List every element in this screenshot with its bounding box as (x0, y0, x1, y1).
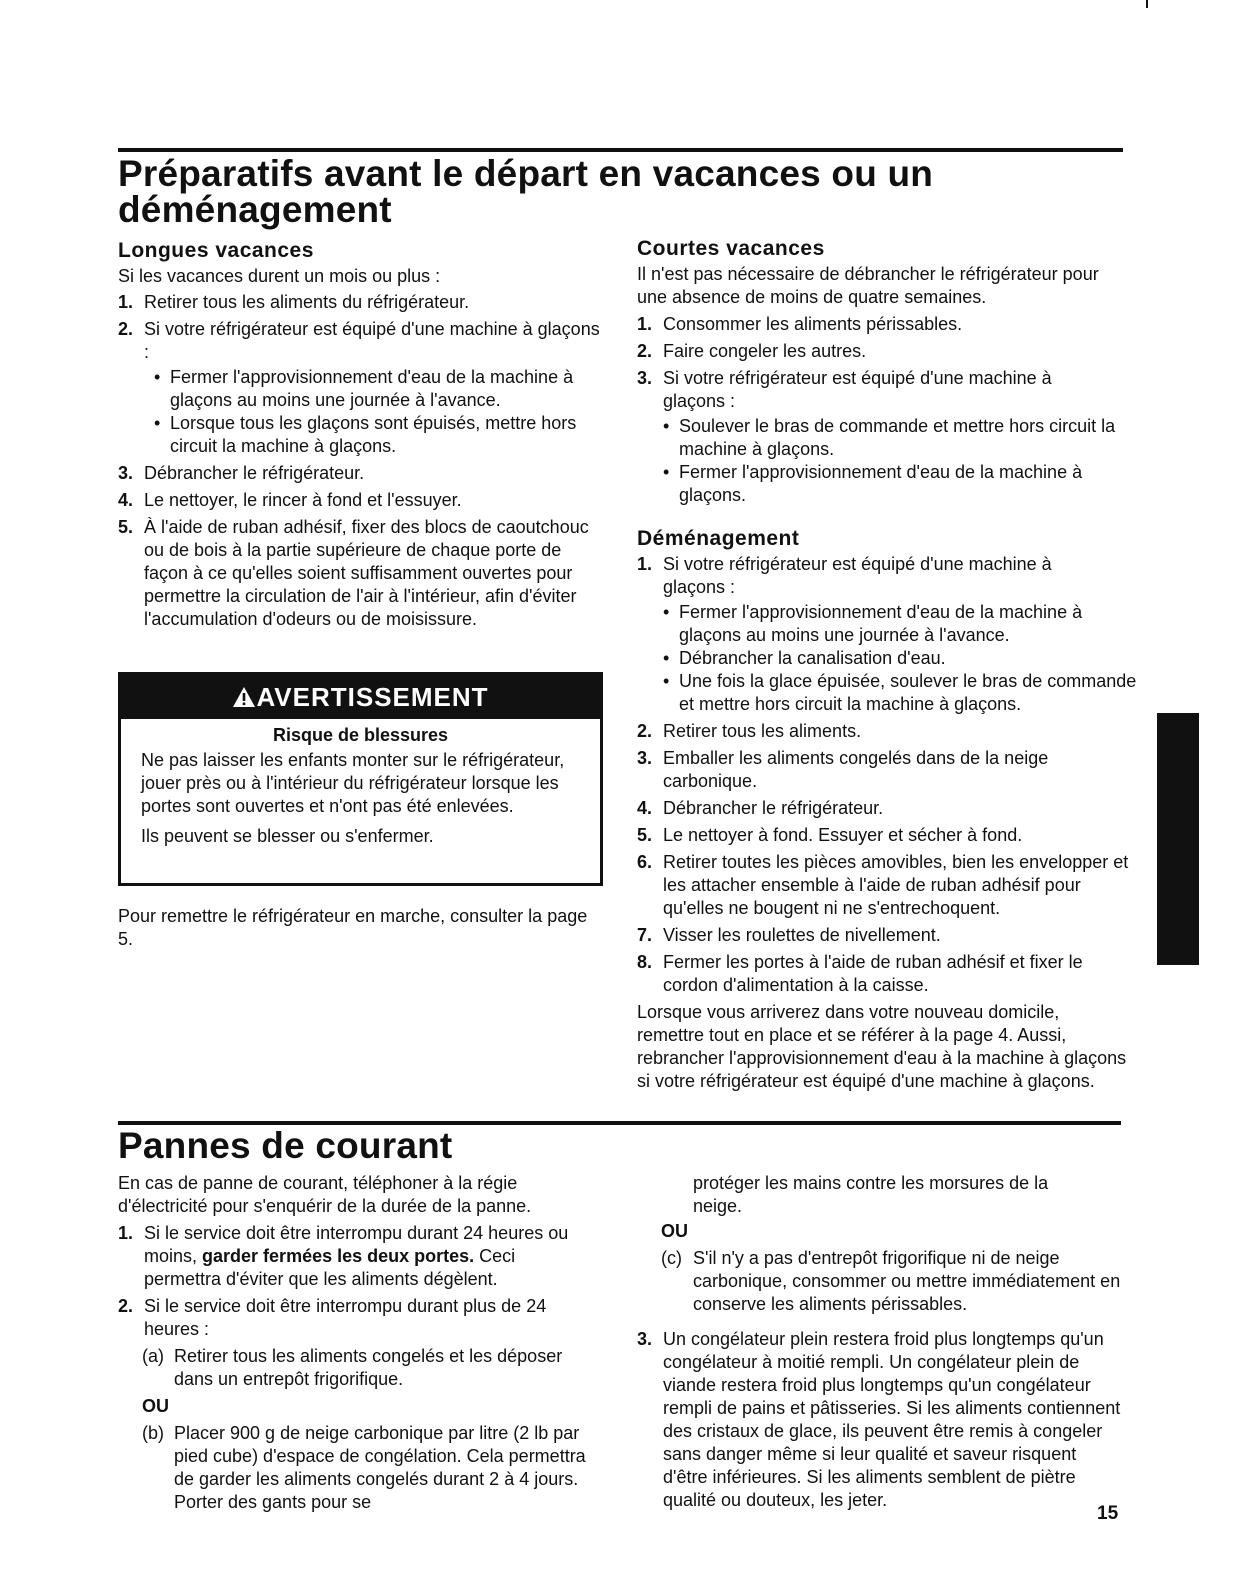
list-item: 5. À l'aide de ruban adhésif, fixer des blocs de caoutchouc ou de bois à la partie supérieure de chaque porte de façon à ce qu'elles soient suffisamment ouvertes pour permettre la circulation de l'air à l'intérieur, afin d'éviter l'accumulation d'odeurs ou de moisissure. (118, 517, 589, 629)
sub-item-a: (a) Retirer tous les aliments congelés et les déposer dans un entrepôt frigorifique. (142, 1346, 563, 1389)
list-item: 5. Le nettoyer à fond. Essuyer et sécher à fond. (637, 825, 1023, 845)
list-item: 1. Consommer les aliments périssables. (637, 314, 963, 334)
list-item: 3. Si votre réfrigérateur est équipé d'une machine à glaçons : (637, 368, 1052, 411)
pannes-sub-c (637, 1247, 1122, 1316)
ou-label: OU (661, 1221, 688, 1241)
courtes-vacances-section (637, 237, 1142, 1093)
warning-triangle-icon (232, 686, 256, 708)
bullet-item: • Fermer l'approvisionnement d'eau de la machine à glaçons au moins une journée à l'avance. (663, 602, 1083, 645)
list-item: 3. Un congélateur plein restera froid plus longtemps qu'un congélateur à moitié rempli. Un congélateur plein de viande restera froid plus longtemps qu'un congélateur rempli de pains et pâtisseries. Si les aliments contiennent des cristaux de glace, ils peuvent être remis à congeler sans danger même si leur qualité et saveur risquent d'être inférieures. Si les aliments semblent de piètre qualité ou douteux, les jeter. (637, 1329, 1121, 1510)
page-number: 15 (1097, 1503, 1119, 1524)
bullet-item: • Une fois la glace épuisée, soulever le bras de commande et mettre hors circuit la machine à glaçons. (663, 671, 1137, 714)
pannes-right-column (637, 1172, 1122, 1512)
courtes-intro: Il n'est pas nécessaire de débrancher le réfrigérateur pour une absence de moins de quatre semaines. (637, 264, 1099, 307)
sub-item-c: (c) S'il n'y a pas d'entrepôt frigorifique ni de neige carbonique, consommer ou mettre immédiatement en conserve les aliments périssables. (661, 1248, 1121, 1314)
sub-item-b-continued: protéger les mains contre les morsures de la neige. (693, 1173, 1049, 1216)
longues-intro: Si les vacances durent un mois ou plus : (118, 266, 441, 286)
list-item: 4. Le nettoyer, le rincer à fond et l'essuyer. (118, 490, 462, 510)
bullet-item: • Débrancher la canalisation d'eau. (663, 648, 946, 668)
courtes-vacances-heading: Courtes vacances (637, 237, 825, 260)
longues-bullets (118, 366, 603, 458)
list-item: 2. Retirer tous les aliments. (637, 721, 862, 741)
pannes-intro: En cas de panne de courant, téléphoner à la régie d'électricité pour s'enquérir de la durée de la panne. (118, 1173, 532, 1216)
list-item: 6. Retirer toutes les pièces amovibles, bien les envelopper et les attacher ensemble à l'aide de ruban adhésif pour qu'elles ne bougent ni ne s'entrechoquent. (637, 852, 1129, 918)
list-item: 8. Fermer les portes à l'aide de ruban adhésif et fixer le cordon d'alimentation à la caisse. (637, 952, 1083, 995)
bullet-item: • Fermer l'approvisionnement d'eau de la machine à glaçons au moins une journée à l'avance. (154, 367, 574, 410)
list-item: 4. Débrancher le réfrigérateur. (637, 798, 884, 818)
warning-header (121, 675, 600, 719)
list-item: 2. Faire congeler les autres. (637, 341, 867, 361)
bullet-item: • Soulever le bras de commande et mettre hors circuit la machine à glaçons. (663, 416, 1116, 459)
demenagement-heading: Déménagement (637, 527, 800, 550)
top-rule (118, 148, 1123, 152)
list-item: 1. Si votre réfrigérateur est équipé d'une machine à glaçons : (637, 554, 1052, 597)
section-title-preparatifs: Préparatifs avant le départ en vacances ou un déménagement (118, 153, 934, 230)
warning-subtitle: Risque de blessures (272, 725, 449, 745)
list-item: 1. Retirer tous les aliments du réfrigérateur. (118, 292, 470, 312)
longues-vacances-section (118, 239, 603, 631)
list-item: 2. Si votre réfrigérateur est équipé d'une machine à glaçons : (118, 319, 600, 362)
sub-item-b: (b) Placer 900 g de neige carbonique par litre (2 lb par pied cube) d'espace de congélation. Cela permettra de garder les aliments congelés durant 2 à 4 jours. Porter des gants pour se (142, 1423, 586, 1512)
section-thumb-tab (1157, 713, 1199, 965)
list-item: 7. Visser les roulettes de nivellement. (637, 925, 941, 945)
courtes-bullets (637, 415, 1142, 507)
demenagement-bullets (637, 601, 1142, 716)
section-title-pannes: Pannes de courant (118, 1125, 453, 1166)
warning-box (118, 672, 603, 886)
ou-label: OU (142, 1396, 169, 1416)
restart-note: Pour remettre le réfrigérateur en marche, consulter la page 5. (118, 906, 588, 949)
list-item: 3. Débrancher le réfrigérateur. (118, 463, 365, 483)
longues-vacances-heading: Longues vacances (118, 239, 314, 262)
pannes-left-column (118, 1172, 593, 1514)
warning-text: Ne pas laisser les enfants monter sur le réfrigérateur, jouer près ou à l'intérieur du réfrigérateur lorsque les portes sont ouvertes et n'ont pas été enlevées. (141, 750, 565, 816)
warning-text-2: Ils peuvent se blesser ou s'enfermer. (141, 826, 434, 846)
list-item: 3. Emballer les aliments congelés dans de la neige carbonique. (637, 748, 1049, 791)
bullet-item: • Fermer l'approvisionnement d'eau de la machine à glaçons. (663, 462, 1083, 505)
warning-label: AVERTISSEMENT (256, 682, 489, 712)
pannes-sub-items (118, 1345, 593, 1514)
list-item: 2. Si le service doit être interrompu durant plus de 24 heures : (118, 1296, 547, 1339)
bullet-item: • Lorsque tous les glaçons sont épuisés, mettre hors circuit la machine à glaçons. (154, 413, 577, 456)
demenagement-closing: Lorsque vous arriverez dans votre nouveau domicile, remettre tout en place et se référer à la page 4. Aussi, rebrancher l'approvisionnement d'eau à la machine à glaçons si votre réfrigérateur est équipé d'une machine à glaçons. (637, 1002, 1127, 1091)
corner-mark (1146, 0, 1148, 8)
list-item: 1. Si le service doit être interrompu durant 24 heures ou moins, garder fermées les deux portes. Ceci permettra d'éviter que les aliments dégèlent. (118, 1223, 569, 1289)
